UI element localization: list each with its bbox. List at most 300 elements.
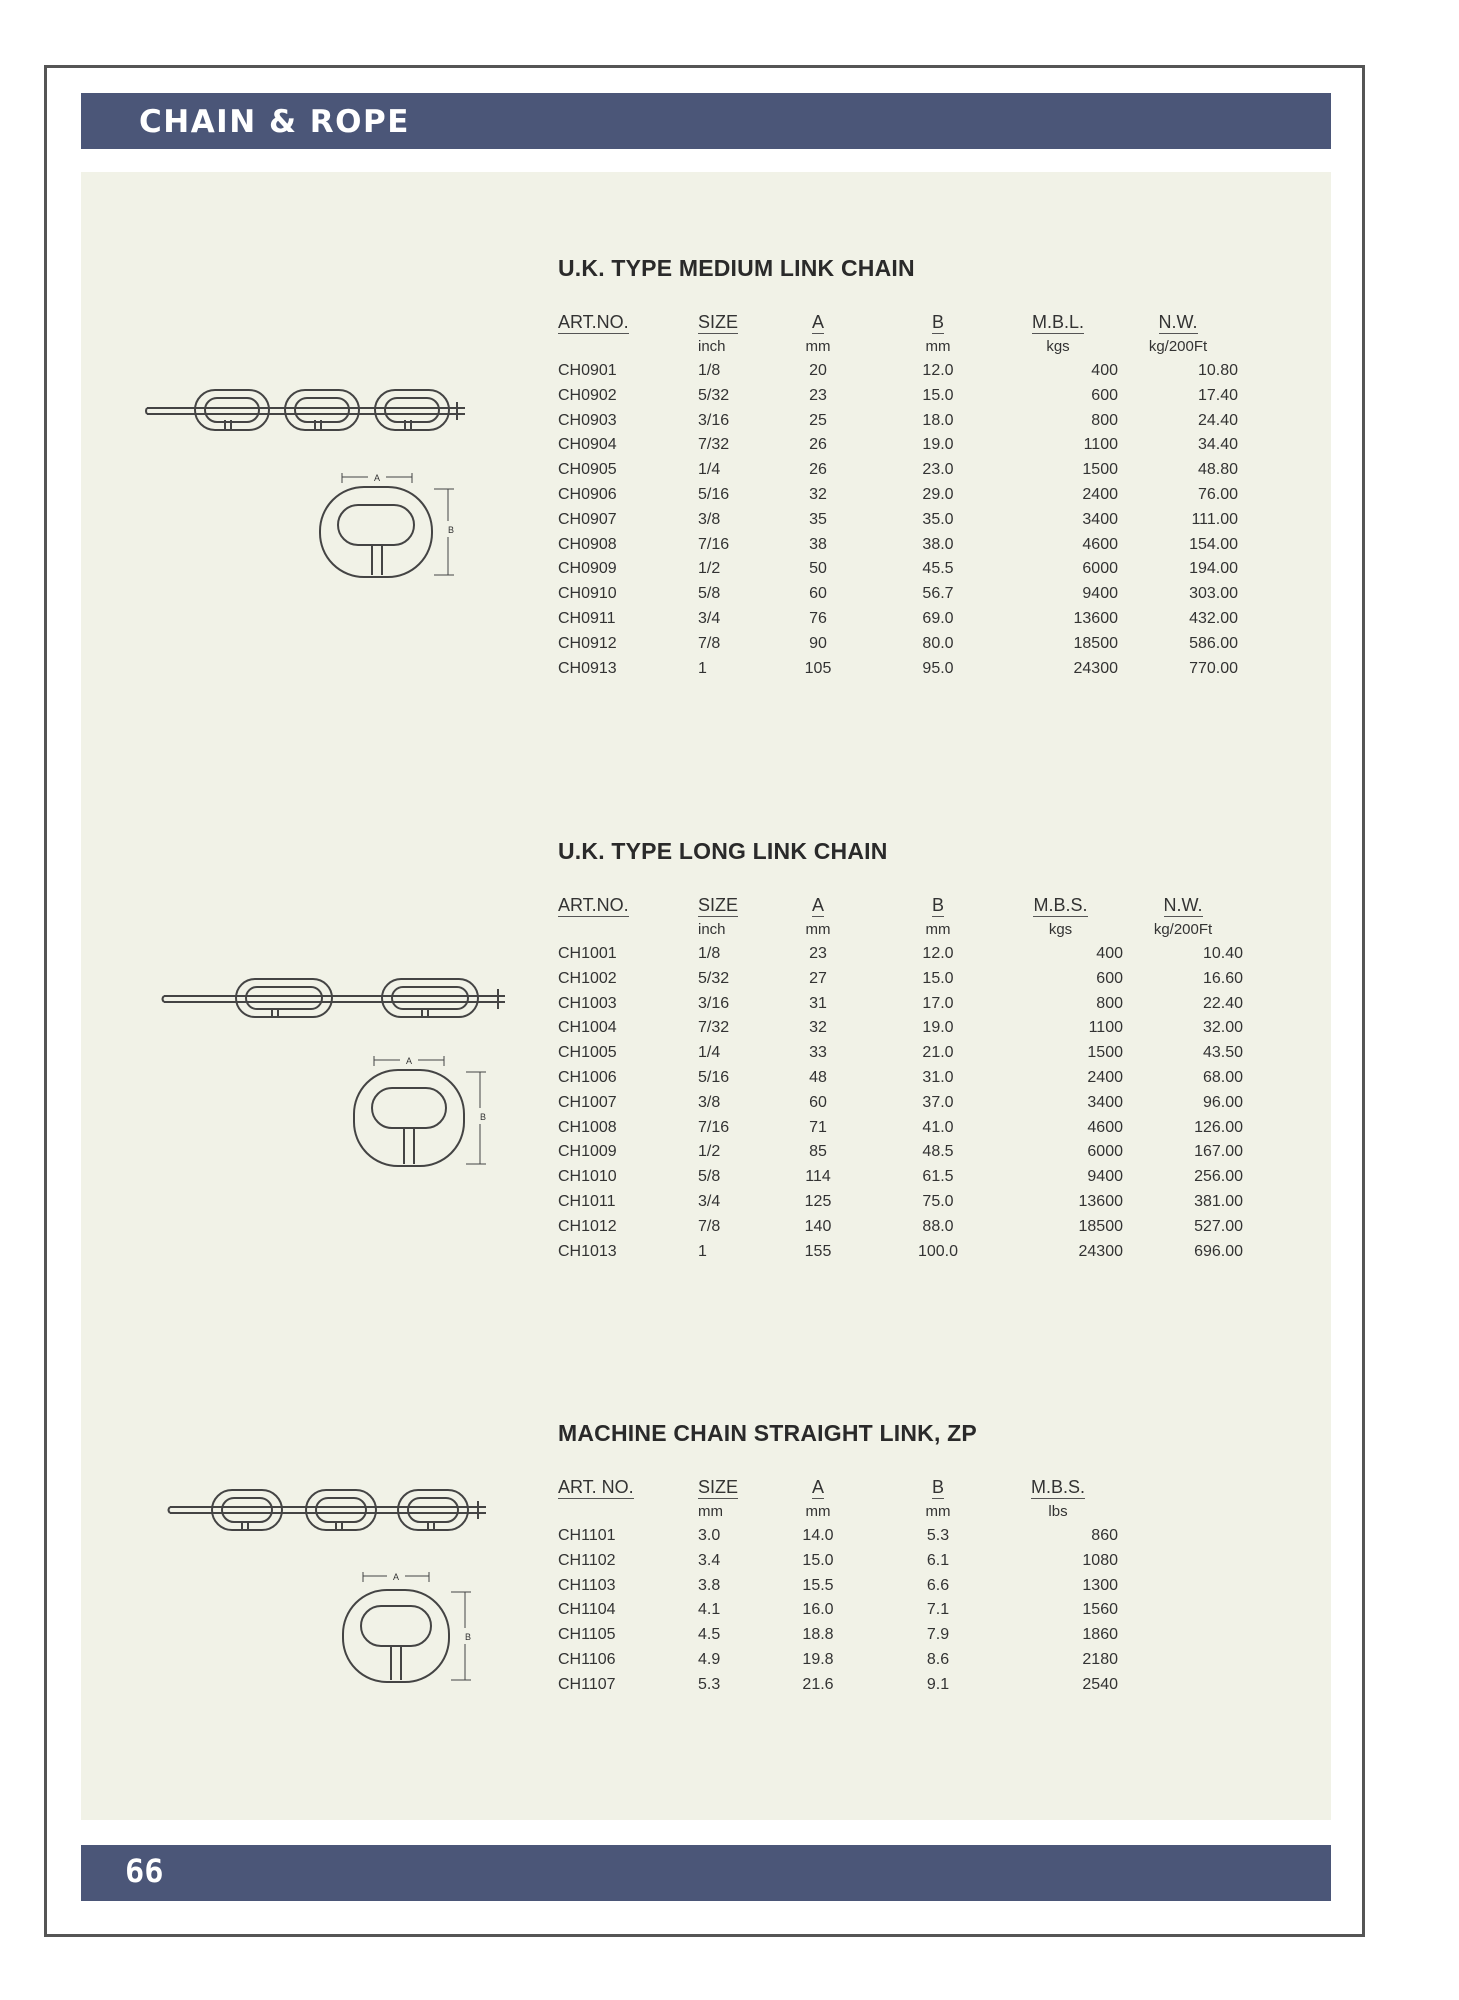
table-cell: 26 (809, 436, 827, 454)
table-row (558, 1190, 1243, 1215)
table-row (558, 483, 1238, 508)
section-machine-chain (558, 1418, 1258, 1698)
table-cell: 1100 (1083, 436, 1118, 454)
table-cell: 1500 (1082, 461, 1118, 479)
unit-cell: kgs (1046, 338, 1070, 355)
table-cell: 1/4 (698, 461, 721, 479)
units-row (558, 335, 1238, 359)
table-row (558, 1165, 1243, 1190)
table-cell: 3.8 (698, 1576, 721, 1594)
column-header (698, 1474, 758, 1500)
table-cell: 1080 (1082, 1551, 1118, 1569)
unit-cell: mm (698, 1503, 723, 1520)
table-cell: 88.0 (922, 1217, 954, 1235)
table-cell: 3.0 (698, 1527, 721, 1544)
column-header-label: M.B.S. (1033, 895, 1088, 915)
table-cell: 19.0 (922, 1019, 954, 1037)
table-cell: 19.8 (802, 1650, 834, 1668)
column-header (1123, 892, 1243, 918)
column-header (998, 892, 1123, 918)
table-header-row (558, 309, 1238, 335)
column-header-label: SIZE (698, 895, 739, 915)
table-cell: 527.00 (1194, 1217, 1243, 1235)
unit-cell: kg/200Ft (1153, 921, 1213, 938)
table-cell: 80.0 (922, 634, 954, 652)
table-row (558, 582, 1238, 607)
table-cell: 4.9 (698, 1650, 721, 1668)
table-cell: 23 (809, 386, 827, 404)
column-header-label: SIZE (698, 312, 739, 332)
column-header (1118, 309, 1238, 335)
table-cell: 1500 (1087, 1044, 1123, 1062)
table-row (558, 1673, 1118, 1698)
table-cell: CH0902 (558, 386, 617, 404)
table-cell: CH0901 (558, 362, 617, 379)
table-cell: 21.6 (802, 1675, 834, 1693)
table-cell: 2540 (1082, 1675, 1118, 1693)
table-cell: 31.0 (922, 1068, 954, 1086)
table-cell: 38 (809, 535, 827, 553)
table-cell: 1560 (1082, 1601, 1118, 1619)
spec-table-medium-link (558, 309, 1238, 681)
table-cell: 125 (804, 1192, 832, 1210)
column-header-label: B (931, 1477, 944, 1497)
table-cell: 3/4 (698, 609, 721, 627)
table-row (558, 657, 1238, 682)
table-row (558, 1598, 1118, 1623)
table-row (558, 967, 1243, 992)
unit-cell: inch (698, 921, 726, 938)
table-cell: 2400 (1087, 1068, 1123, 1086)
column-header-label: N.W. (1163, 895, 1203, 915)
table-cell: 7.9 (926, 1626, 950, 1644)
table-cell: 37.0 (922, 1093, 954, 1111)
table-cell: 586.00 (1189, 634, 1238, 652)
page-title: CHAIN & ROPE (139, 104, 410, 140)
table-cell: 33 (809, 1044, 827, 1062)
table-cell: 167.00 (1194, 1143, 1243, 1161)
table-row (558, 1648, 1118, 1673)
table-cell: 60 (809, 1093, 827, 1111)
column-header (998, 309, 1118, 335)
table-cell: 85 (809, 1143, 827, 1161)
table-cell: 1/8 (698, 362, 721, 379)
table-cell: 56.7 (922, 585, 954, 603)
table-cell: 5/32 (698, 386, 730, 404)
unit-cell (558, 918, 698, 942)
table-cell: 45.5 (922, 560, 954, 578)
table-header-row (558, 1474, 1118, 1500)
table-cell: 9.1 (926, 1675, 950, 1693)
table-cell: CH0903 (558, 411, 617, 429)
table-cell: 96.00 (1202, 1093, 1243, 1111)
unit-cell: mm (925, 338, 951, 355)
table-cell: 111.00 (1191, 510, 1238, 528)
table-cell: 18.0 (922, 411, 954, 429)
table-cell: 3/8 (698, 1093, 721, 1111)
section-long-link-chain (558, 836, 1258, 1264)
dimension-label-b: B (479, 1112, 487, 1122)
table-cell: CH1103 (558, 1576, 616, 1594)
table-cell: CH1012 (558, 1217, 617, 1235)
table-cell: 696.00 (1194, 1242, 1243, 1260)
column-header-label: M.B.L. (1031, 312, 1084, 332)
table-cell: 25 (809, 411, 827, 429)
table-cell: 3.4 (698, 1551, 721, 1569)
medium-link-chain-illustration (145, 380, 465, 440)
table-cell: 22.40 (1202, 994, 1243, 1012)
table-cell: CH0910 (558, 585, 617, 603)
table-row (558, 533, 1238, 558)
table-cell: 7/8 (698, 1217, 721, 1235)
dimension-label-b: B (447, 525, 455, 535)
table-cell: 21.0 (922, 1044, 954, 1062)
table-cell: 9400 (1087, 1168, 1123, 1186)
table-row (558, 1066, 1243, 1091)
table-cell: 3/4 (698, 1192, 721, 1210)
table-cell: 1300 (1082, 1576, 1118, 1594)
table-row (558, 1140, 1243, 1165)
table-cell: 381.00 (1194, 1192, 1243, 1210)
table-cell: 15.0 (922, 386, 954, 404)
table-cell: 76.00 (1197, 485, 1238, 503)
table-cell: CH1101 (558, 1527, 616, 1544)
table-cell: 1/2 (698, 560, 721, 578)
column-header-label: A (811, 312, 824, 332)
table-cell: 800 (1096, 994, 1123, 1012)
table-cell: 3/16 (698, 411, 730, 429)
table-cell: 4600 (1087, 1118, 1123, 1136)
unit-cell: kg/200Ft (1148, 338, 1208, 355)
table-row (558, 1623, 1118, 1648)
table-cell: 71 (809, 1118, 827, 1136)
table-row (558, 1524, 1118, 1549)
table-cell: 27 (809, 969, 827, 987)
table-cell: 3/8 (698, 510, 721, 528)
table-cell: 15.0 (922, 969, 954, 987)
table-cell: 95.0 (922, 659, 954, 677)
table-row (558, 992, 1243, 1017)
column-header (758, 892, 878, 918)
table-cell: CH0906 (558, 485, 617, 503)
table-cell: 23 (809, 945, 827, 962)
unit-cell: mm (805, 921, 831, 938)
table-cell: 17.40 (1197, 386, 1238, 404)
column-header (998, 1474, 1118, 1500)
table-cell: CH1102 (558, 1551, 616, 1569)
table-cell: 9400 (1082, 585, 1118, 603)
table-cell: 34.40 (1197, 436, 1238, 454)
table-cell: 60 (809, 585, 827, 603)
table-cell: 13600 (1078, 1192, 1123, 1210)
unit-cell (558, 1500, 698, 1524)
table-cell: 38.0 (922, 535, 954, 553)
section-title: U.K. TYPE MEDIUM LINK CHAIN (558, 255, 915, 281)
table-cell: 32.00 (1202, 1019, 1243, 1037)
table-cell: 3/16 (698, 994, 730, 1012)
table-cell: 16.60 (1202, 969, 1243, 987)
table-cell: 76 (809, 609, 827, 627)
units-row (558, 1500, 1118, 1524)
table-cell: 26 (809, 461, 827, 479)
table-row (558, 1240, 1243, 1265)
table-cell: 194.00 (1189, 560, 1238, 578)
table-cell: 4.5 (698, 1626, 721, 1644)
table-cell: CH1105 (558, 1626, 616, 1644)
table-row (558, 433, 1238, 458)
table-cell: 1 (698, 659, 707, 677)
column-header (878, 309, 998, 335)
column-header (698, 892, 758, 918)
machine-chain-illustration (166, 1487, 486, 1537)
dimension-label-a: A (392, 1572, 400, 1582)
table-cell: CH1010 (558, 1168, 617, 1186)
table-cell: 90 (809, 634, 827, 652)
unit-cell: inch (698, 338, 726, 355)
table-cell: 43.50 (1202, 1044, 1243, 1062)
table-cell: CH1002 (558, 969, 617, 987)
section-medium-link-chain (558, 253, 1258, 681)
table-cell: CH0904 (558, 436, 617, 454)
table-cell: 48.80 (1197, 461, 1238, 479)
table-cell: 4.1 (698, 1601, 721, 1619)
dimension-label-a: A (373, 473, 381, 483)
table-row (558, 942, 1243, 967)
table-cell: CH0912 (558, 634, 617, 652)
table-cell: 17.0 (922, 994, 954, 1012)
table-row (558, 1574, 1118, 1599)
table-cell: CH0907 (558, 510, 617, 528)
table-row (558, 1041, 1243, 1066)
table-cell: 32 (809, 1019, 827, 1037)
table-cell: 1860 (1082, 1626, 1118, 1644)
table-cell: 6.6 (926, 1576, 950, 1594)
table-cell: CH1003 (558, 994, 617, 1012)
table-cell: 400 (1091, 362, 1118, 379)
table-cell: 600 (1091, 386, 1118, 404)
table-cell: 41.0 (922, 1118, 954, 1136)
table-cell: 29.0 (922, 485, 954, 503)
table-cell: 8.6 (926, 1650, 950, 1668)
table-cell: 303.00 (1189, 585, 1238, 603)
table-cell: 68.00 (1202, 1068, 1243, 1086)
table-cell: CH1107 (558, 1675, 616, 1693)
table-cell: 10.80 (1197, 362, 1238, 379)
table-cell: 24.40 (1197, 411, 1238, 429)
table-row (558, 409, 1238, 434)
column-header-label: N.W. (1158, 312, 1198, 332)
table-cell: 1/8 (698, 945, 721, 962)
column-header (758, 309, 878, 335)
table-cell: 3400 (1082, 510, 1118, 528)
table-cell: 126.00 (1194, 1118, 1243, 1136)
table-cell: 12.0 (922, 362, 954, 379)
footer-bar (81, 1845, 1331, 1901)
column-header-label: B (931, 312, 944, 332)
table-cell: CH0911 (558, 609, 616, 627)
table-cell: 20 (809, 362, 827, 379)
table-cell: CH1104 (558, 1601, 616, 1619)
medium-link-dimension-diagram (312, 465, 472, 585)
table-cell: 1/4 (698, 1044, 721, 1062)
table-cell: CH1011 (558, 1192, 616, 1210)
table-cell: 18500 (1078, 1217, 1123, 1235)
table-cell: 5/32 (698, 969, 730, 987)
long-link-dimension-diagram (346, 1048, 506, 1173)
table-cell: 14.0 (802, 1527, 834, 1544)
table-cell: 800 (1091, 411, 1118, 429)
table-cell: CH1001 (558, 945, 617, 962)
table-cell: 5/8 (698, 585, 721, 603)
table-cell: 5/16 (698, 485, 730, 503)
machine-chain-dimension-diagram (335, 1566, 495, 1691)
table-cell: 400 (1096, 945, 1123, 962)
unit-cell: kgs (1048, 921, 1073, 938)
table-cell: 1/2 (698, 1143, 721, 1161)
table-row (558, 458, 1238, 483)
table-cell: 256.00 (1194, 1168, 1243, 1186)
table-cell: CH0908 (558, 535, 617, 553)
table-cell: CH0905 (558, 461, 617, 479)
table-cell: 35.0 (922, 510, 954, 528)
table-cell: 18.8 (802, 1626, 834, 1644)
table-cell: CH1005 (558, 1044, 617, 1062)
table-cell: 105 (804, 659, 832, 677)
column-header (558, 892, 698, 918)
table-cell: CH1013 (558, 1242, 617, 1260)
column-header (698, 309, 758, 335)
section-title: U.K. TYPE LONG LINK CHAIN (558, 838, 888, 864)
unit-cell (558, 335, 698, 359)
table-cell: 1100 (1088, 1019, 1123, 1037)
table-cell: 6000 (1082, 560, 1118, 578)
table-cell: 69.0 (922, 609, 954, 627)
section-title: MACHINE CHAIN STRAIGHT LINK, ZP (558, 1420, 977, 1446)
table-cell: 432.00 (1189, 609, 1238, 627)
spec-table-machine-chain (558, 1474, 1118, 1698)
table-cell: CH0913 (558, 659, 617, 677)
table-cell: 100.0 (917, 1242, 959, 1260)
table-cell: 4600 (1082, 535, 1118, 553)
column-header-label: ART.NO. (558, 895, 629, 915)
table-cell: 6000 (1087, 1143, 1123, 1161)
table-cell: 31 (809, 994, 827, 1012)
column-header-label: M.B.S. (1030, 1477, 1085, 1497)
table-cell: 50 (809, 560, 827, 578)
table-row (558, 607, 1238, 632)
column-header-label: A (811, 895, 824, 915)
table-row (558, 632, 1238, 657)
table-cell: 5/16 (698, 1068, 730, 1086)
dimension-label-a: A (405, 1056, 413, 1066)
table-row (558, 1091, 1243, 1116)
table-cell: 19.0 (922, 436, 954, 454)
table-cell: 15.5 (802, 1576, 834, 1594)
table-cell: 48.5 (922, 1143, 954, 1161)
table-cell: 7.1 (926, 1601, 950, 1619)
column-header-label: ART. NO. (558, 1477, 634, 1497)
column-header-label: B (931, 895, 944, 915)
unit-cell: lbs (1048, 1503, 1068, 1520)
page-number: 66 (125, 1852, 164, 1890)
table-cell: 15.0 (802, 1551, 834, 1569)
table-cell: 2400 (1082, 485, 1118, 503)
table-cell: 140 (804, 1217, 832, 1235)
table-cell: 75.0 (922, 1192, 954, 1210)
table-cell: 7/16 (698, 1118, 730, 1136)
header-bar (81, 93, 1331, 149)
table-cell: 32 (809, 485, 827, 503)
table-cell: 24300 (1078, 1242, 1123, 1260)
table-cell: 1 (698, 1242, 707, 1260)
table-cell: CH1106 (558, 1650, 616, 1668)
table-cell: CH0909 (558, 560, 617, 578)
table-row (558, 384, 1238, 409)
table-cell: 770.00 (1189, 659, 1238, 677)
table-cell: 2180 (1082, 1650, 1118, 1668)
unit-cell: mm (925, 921, 951, 938)
table-cell: 16.0 (802, 1601, 834, 1619)
table-cell: 10.40 (1202, 945, 1243, 962)
table-cell: CH1004 (558, 1019, 617, 1037)
table-cell: CH1009 (558, 1143, 617, 1161)
table-row (558, 1549, 1118, 1574)
table-cell: 35 (809, 510, 827, 528)
table-cell: 61.5 (922, 1168, 954, 1186)
table-row (558, 1016, 1243, 1041)
table-cell: 154.00 (1189, 535, 1238, 553)
column-header (558, 309, 698, 335)
column-header-label: A (811, 1477, 824, 1497)
table-cell: 7/32 (698, 1019, 730, 1037)
table-cell: 6.1 (926, 1551, 950, 1569)
column-header (758, 1474, 878, 1500)
table-cell: 155 (804, 1242, 832, 1260)
column-header (878, 892, 998, 918)
table-row (558, 1116, 1243, 1141)
table-cell: 860 (1091, 1527, 1118, 1544)
table-cell: CH1006 (558, 1068, 617, 1086)
table-cell: 600 (1096, 969, 1123, 987)
table-row (558, 557, 1238, 582)
table-cell: 114 (805, 1168, 831, 1186)
column-header (878, 1474, 998, 1500)
table-cell: 13600 (1073, 609, 1118, 627)
table-cell: 7/32 (698, 436, 730, 454)
table-row (558, 508, 1238, 533)
table-cell: 23.0 (922, 461, 954, 479)
table-row (558, 359, 1238, 384)
table-cell: CH1008 (558, 1118, 617, 1136)
table-cell: 24300 (1073, 659, 1118, 677)
dimension-label-b: B (464, 1632, 472, 1642)
unit-cell: mm (805, 1503, 831, 1520)
table-cell: 18500 (1073, 634, 1118, 652)
table-cell: 5.3 (698, 1675, 721, 1693)
table-cell: 3400 (1087, 1093, 1123, 1111)
units-row (558, 918, 1243, 942)
table-row (558, 1215, 1243, 1240)
unit-cell: mm (805, 338, 831, 355)
table-cell: 5.3 (926, 1527, 950, 1544)
table-cell: 5/8 (698, 1168, 721, 1186)
spec-table-long-link (558, 892, 1243, 1264)
table-cell: 7/16 (698, 535, 730, 553)
table-cell: 48 (809, 1068, 827, 1086)
table-header-row (558, 892, 1243, 918)
table-cell: 12.0 (922, 945, 954, 962)
column-header (558, 1474, 698, 1500)
